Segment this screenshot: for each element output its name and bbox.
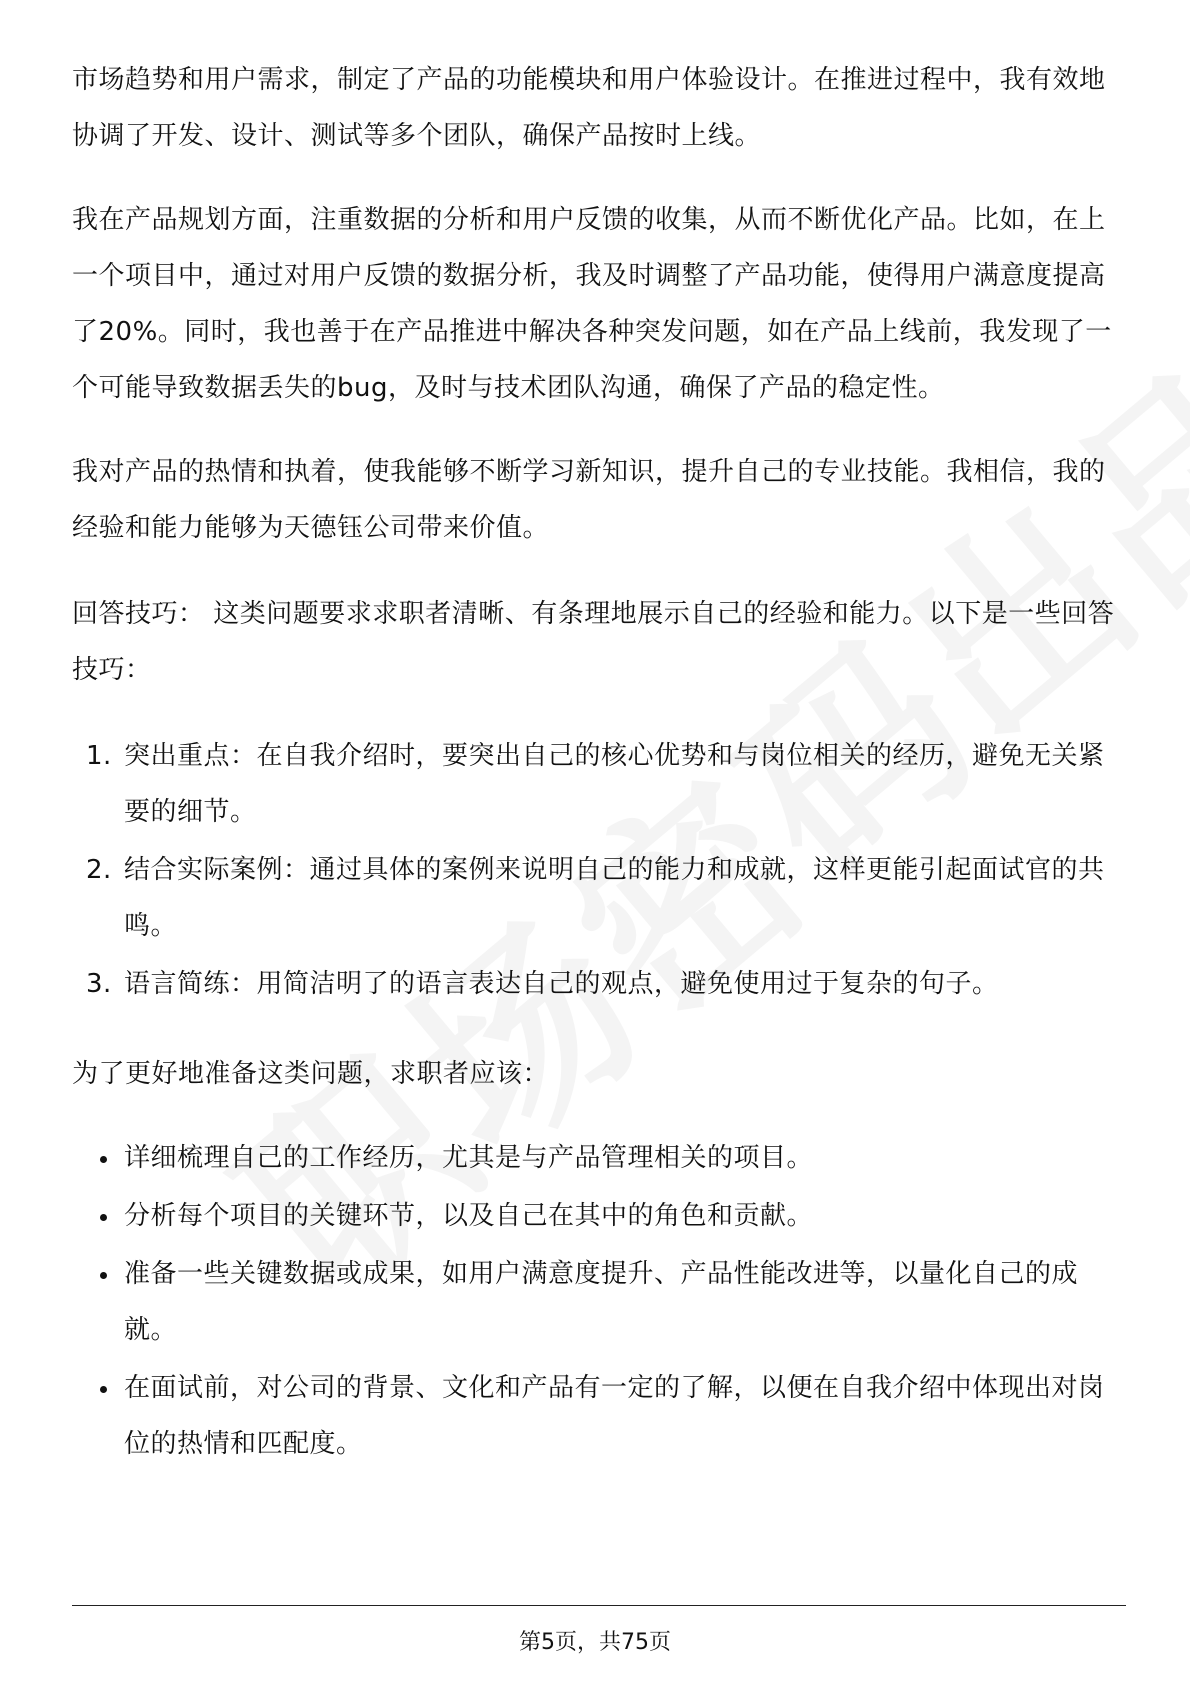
- paragraph-intro-continued: 市场趋势和用户需求，制定了产品的功能模块和用户体验设计。在推进过程中，我有效地协调了开发、设计、测试等多个团队，确保产品按时上线。: [72, 65, 1106, 151]
- paragraph-passion: 我对产品的热情和执着，使我能够不断学习新知识，提升自己的专业技能。我相信，我的经验和能力能够为天德钰公司带来价值。: [72, 457, 1106, 543]
- list-item: [72, 728, 1118, 840]
- list-item-text: 语言简练：用简洁明了的语言表达自己的观点，避免使用过于复杂的句子。: [124, 969, 999, 999]
- list-item: [72, 1130, 1118, 1186]
- list-number: 1.: [86, 741, 112, 771]
- list-item-text: 详细梳理自己的工作经历，尤其是与产品管理相关的项目。: [124, 1143, 814, 1173]
- list-item-text: 在面试前，对公司的背景、文化和产品有一定的了解，以便在自我介绍中体现出对岗位的热情和匹配度。: [124, 1373, 1105, 1459]
- list-item: [72, 956, 1118, 1012]
- paragraph-answer-tips: 回答技巧： 这类问题要求求职者清晰、有条理地展示自己的经验和能力。以下是一些回答技巧：: [72, 599, 1115, 685]
- bullet-icon: [100, 1214, 107, 1221]
- list-item: [72, 1188, 1118, 1244]
- footer-divider: [72, 1605, 1126, 1606]
- list-item-text: 准备一些关键数据或成果，如用户满意度提升、产品性能改进等，以量化自己的成就。: [124, 1259, 1079, 1345]
- list-item: [72, 1246, 1118, 1358]
- preparation-list: [72, 1130, 1118, 1472]
- list-item-text: 突出重点：在自我介绍时，要突出自己的核心优势和与岗位相关的经历，避免无关紧要的细节。: [124, 741, 1105, 827]
- paragraph-preparation: 为了更好地准备这类问题，求职者应该：: [72, 1059, 550, 1089]
- bullet-icon: [100, 1156, 107, 1163]
- list-item-text: 分析每个项目的关键环节，以及自己在其中的角色和贡献。: [124, 1201, 814, 1231]
- list-item-text: 结合实际案例：通过具体的案例来说明自己的能力和成就，这样更能引起面试官的共鸣。: [124, 855, 1105, 941]
- bullet-icon: [100, 1272, 107, 1279]
- paragraph-product-planning: 我在产品规划方面，注重数据的分析和用户反馈的收集，从而不断优化产品。比如，在上一个项目中，通过对用户反馈的数据分析，我及时调整了产品功能，使得用户满意度提高了20%。同时，我也善于在产品推进中解决各种突发问题，如在产品上线前，我发现了一个可能导致数据丢失的bug，及时与技术团队沟通，确保了产品的稳定性。: [72, 205, 1112, 403]
- list-number: 2.: [86, 855, 112, 885]
- document-page: [72, 52, 1118, 1474]
- page-number: 第5页，共75页: [519, 1630, 671, 1655]
- tips-list: [72, 728, 1118, 1012]
- bullet-icon: [100, 1386, 107, 1393]
- list-number: 3.: [86, 969, 112, 999]
- list-item: [72, 1360, 1118, 1472]
- list-item: [72, 842, 1118, 954]
